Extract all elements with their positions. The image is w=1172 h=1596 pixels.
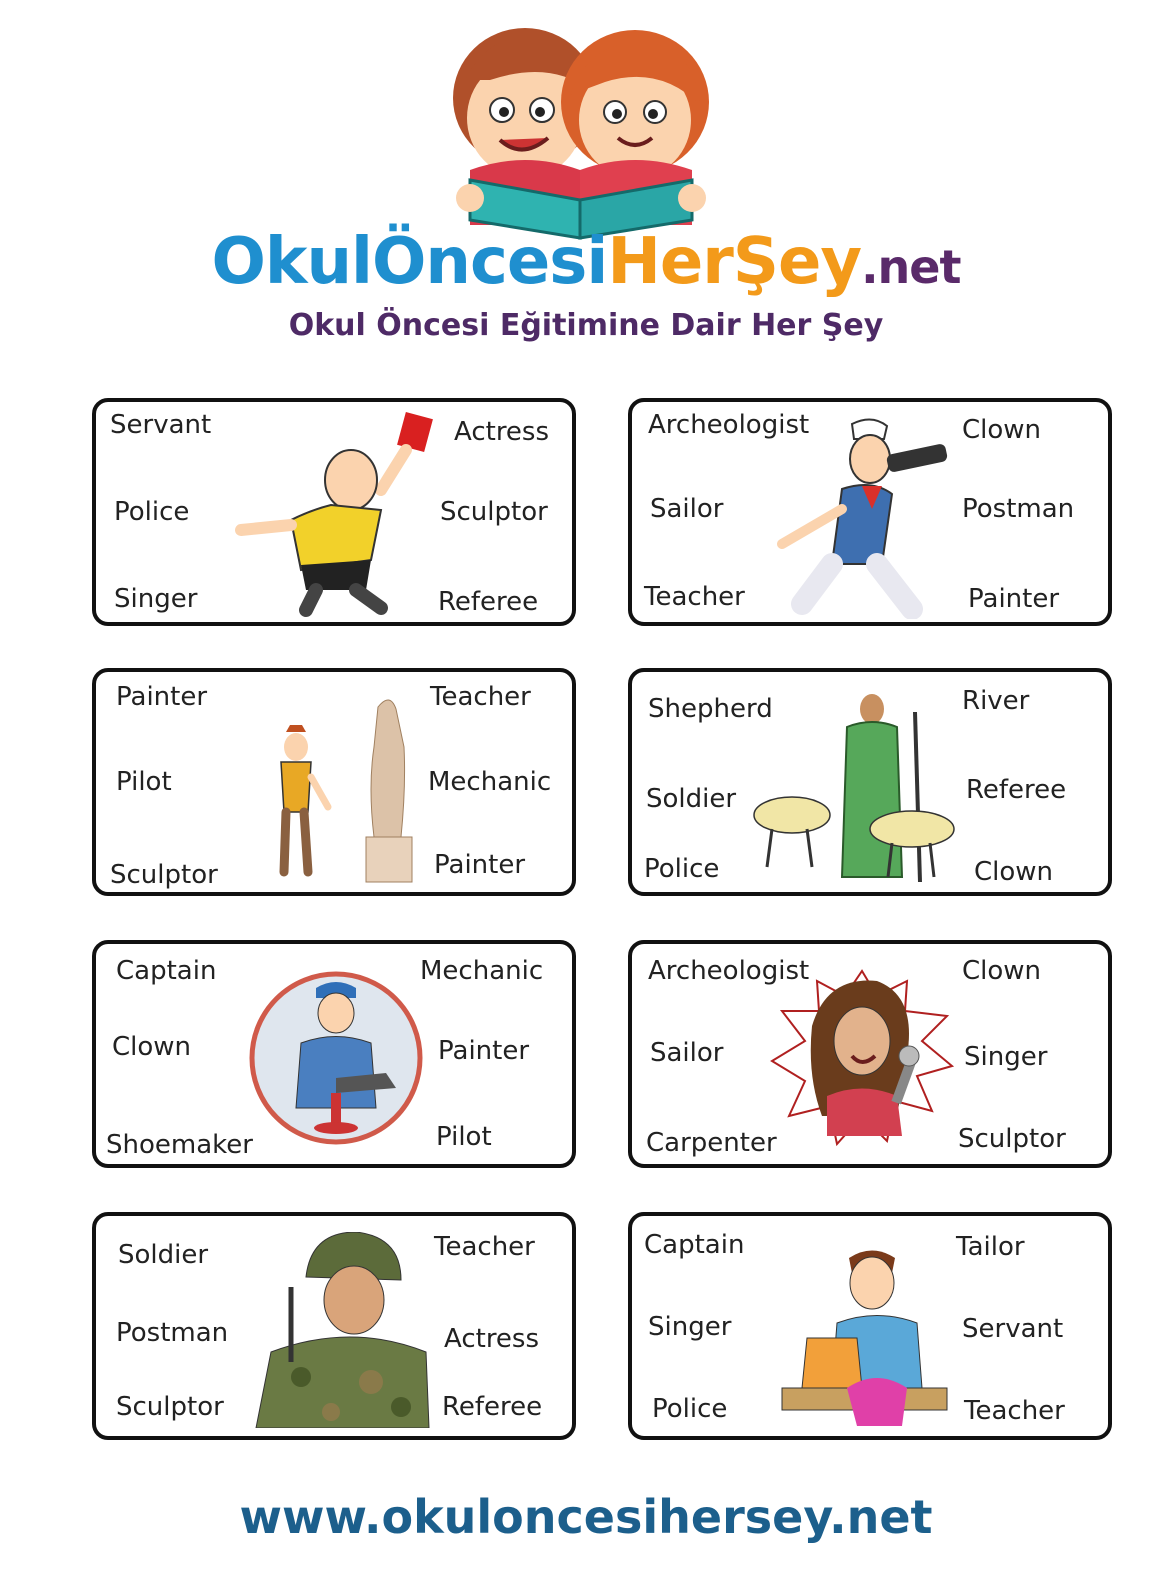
option-word[interactable]: Mechanic [420, 956, 544, 986]
card-shepherd [628, 668, 1112, 896]
option-word[interactable]: Clown [962, 415, 1042, 445]
option-word[interactable]: Servant [110, 410, 212, 440]
option-word[interactable]: Painter [438, 1036, 530, 1066]
card-referee [92, 398, 576, 626]
option-word[interactable]: Sailor [650, 1038, 724, 1068]
option-word[interactable]: Sculptor [958, 1124, 1066, 1154]
option-word[interactable]: Shoemaker [106, 1130, 253, 1160]
sailor-icon [762, 414, 962, 619]
option-word[interactable]: Clown [962, 956, 1042, 986]
option-word[interactable]: Archeologist [648, 410, 810, 440]
card-shoemaker [92, 940, 576, 1168]
option-word[interactable]: Police [644, 854, 720, 884]
brand-part1: OkulÖncesi [211, 225, 608, 299]
option-word[interactable]: Police [114, 497, 190, 527]
footer-url[interactable]: www.okuloncesihersey.net [239, 1490, 933, 1544]
option-word[interactable]: Carpenter [646, 1128, 777, 1158]
option-word[interactable]: Captain [644, 1230, 745, 1260]
option-word[interactable]: Captain [116, 956, 217, 986]
option-word[interactable]: Singer [964, 1042, 1048, 1072]
option-word[interactable]: Painter [116, 682, 208, 712]
option-word[interactable]: River [962, 686, 1030, 716]
card-sailor [628, 398, 1112, 626]
option-word[interactable]: Shepherd [648, 694, 773, 724]
option-word[interactable]: Singer [648, 1312, 732, 1342]
shoemaker-icon [246, 968, 426, 1148]
option-word[interactable]: Teacher [644, 582, 745, 612]
singer-icon [767, 966, 957, 1156]
option-word[interactable]: Sculptor [116, 1392, 224, 1422]
option-word[interactable]: Soldier [646, 784, 737, 814]
option-word[interactable]: Teacher [434, 1232, 535, 1262]
option-word[interactable]: Clown [974, 857, 1054, 887]
sculptor-icon [256, 687, 426, 887]
option-word[interactable]: Painter [968, 584, 1060, 614]
option-word[interactable]: Postman [962, 494, 1075, 524]
option-word[interactable]: Singer [114, 584, 198, 614]
option-word[interactable]: Mechanic [428, 767, 552, 797]
referee-icon [231, 410, 441, 618]
option-word[interactable]: Tailor [956, 1232, 1025, 1262]
card-sculptor [92, 668, 576, 896]
option-word[interactable]: Servant [962, 1314, 1064, 1344]
option-word[interactable]: Referee [438, 587, 539, 617]
option-word[interactable]: Teacher [430, 682, 531, 712]
option-word[interactable]: Police [652, 1394, 728, 1424]
option-word[interactable]: Sailor [650, 494, 724, 524]
option-word[interactable]: Sculptor [440, 497, 548, 527]
card-tailor [628, 1212, 1112, 1440]
tailor-icon [777, 1238, 952, 1428]
option-word[interactable]: Teacher [964, 1396, 1065, 1426]
soldier-icon [251, 1232, 431, 1428]
option-word[interactable]: Archeologist [648, 956, 810, 986]
shepherd-icon [752, 687, 967, 887]
option-word[interactable]: Sculptor [110, 860, 218, 890]
option-word[interactable]: Clown [112, 1032, 192, 1062]
option-word[interactable]: Pilot [116, 767, 172, 797]
option-word[interactable]: Actress [444, 1324, 540, 1354]
option-word[interactable]: Referee [442, 1392, 543, 1422]
card-singer [628, 940, 1112, 1168]
option-word[interactable]: Painter [434, 850, 526, 880]
site-brand [0, 222, 1172, 307]
brand-part2: HerŞey [607, 225, 862, 299]
brand-part3: .net [861, 240, 961, 294]
option-word[interactable]: Actress [454, 417, 550, 447]
card-soldier [92, 1212, 576, 1440]
logo-kids-reading-icon [430, 10, 730, 240]
tagline: Okul Öncesi Eğitimine Dair Her Şey [288, 308, 884, 343]
option-word[interactable]: Referee [966, 775, 1067, 805]
option-word[interactable]: Postman [116, 1318, 229, 1348]
option-word[interactable]: Soldier [118, 1240, 209, 1270]
option-word[interactable]: Pilot [436, 1122, 492, 1152]
